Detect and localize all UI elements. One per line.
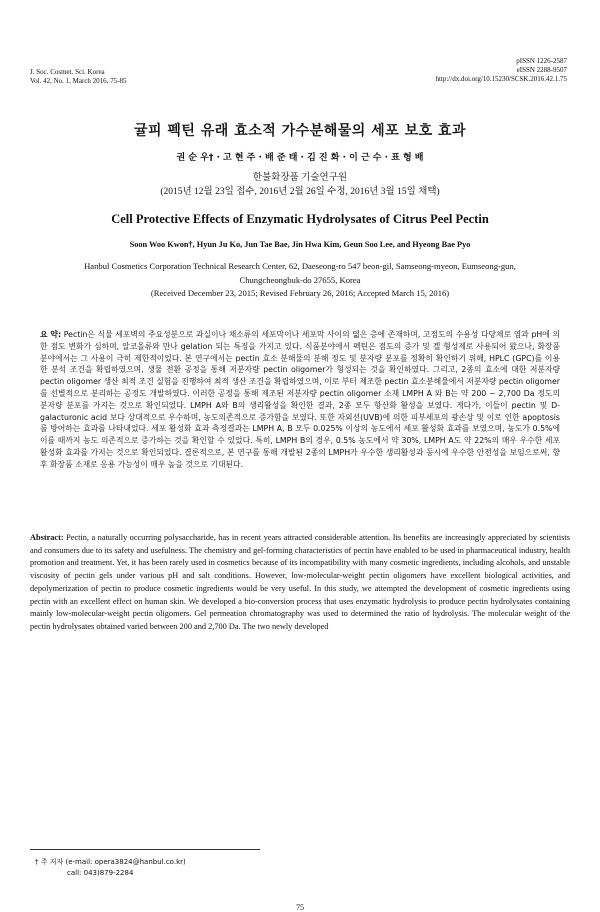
korean-title: 귤피 펙틴 유래 효소적 가수분해물의 세포 보호 효과 (133, 123, 467, 139)
footnote-divider (30, 849, 260, 850)
korean-abstract-text: Pectin은 식물 세포벽의 주요성분으로 과실이나 채소류의 세포막이나 세포막 사이의 엷은 층에 존재하며, 고점도의 수용성 다당체로 염과 pH에 의한 점도 변화가 심하며, 알코올류와 만나 gelation 되는 특징을 가지고 있다. 식품분야에서 펙틴은 점도의 증가 및 겔 형성제로 사용되어 왔으나, 화장품 분야에서는 그 사용이 극히 제한적이었다. 본 연구에서는 pectin 효소 분해물의 분해 정도 및 분자량 분포를 정확히 확인하기 위해, HPLC (GPC)를 이용한 분석 조건을 확립하였으며, 생물 전환 공정을 통해 저분자량 pectin oligomer가 형성되는 것을 확인하였다. 그리고, 2종의 효소에 대한 저분자량 pectin oligomer 생산 최적 조건 실험을 진행하여 최적 생산 조건을 확립하였으며, 이로 부터 제조한 pectin 효소분해물에서 저분자량 pectin oligomer를 선별적으로 분리하는 공정도 개발하였다. 이러한 공정을 통해 제조된 저분자량 pectin oligomer 소재 LMPH A 와 B는 약 200 ~ 2,700 Da 정도의 분자량 분포를 가지는 것으로 확인되었다. LMPH A와 B의 생리활성을 확인한 결과, 2종 모두 항산화 활성을 보였다. 게다가, 이들이 pectin 및 D-galacturonic acid 보다 상대적으로 우수하며, 농도의존적으로 증가함을 보였다. 또한 자외선(UVB)에 의한 피부세포의 광손상 및 이로 인한 apoptosis를 방어하는 효과를 나타내었다. 세포 활성화 효과 측정결과는 LMPH A, B 모두 0.025% 이상의 농도에서 세포 활성화 효과를 보였으며, 농도가 0.5%에 이를 때까지 농도 의존적으로 증가하는 것을 확인할 수 있었다. 특히, LMPH B의 경우, 0.5% 농도에서 약 30%, LMPH A도 약 22%의 매우 우수한 세포 활성화 효과를 가지는 것으로 확인되었다. 결론적으로, 본 연구를 통해 개발된 2종의 LMPH가 우수한 생리활성과 동시에 우수한 안전성을 보임으로써, 향후 화장품 소재로 응용 가능성이 매우 높을 것으로 기대된다. (40, 330, 560, 469)
korean-affiliation-block (0, 171, 600, 199)
journal-name: J. Soc. Cosmet. Sci. Korea (30, 68, 105, 76)
korean-abstract-label: 요 약: (40, 330, 62, 339)
journal-volume: Vol. 42, No. 1, March 2016, 75-85 (30, 77, 127, 85)
english-affiliation-line2: Chungcheongbuk-do 27655, Korea (239, 274, 361, 285)
journal-citation (30, 68, 127, 86)
korean-abstract (40, 329, 560, 471)
english-abstract-label: Abstract: (30, 533, 64, 542)
english-dates: (Received December 23, 2015; Revised February 26, 2016; Accepted March 15, 2016) (150, 288, 450, 298)
english-affiliation-line1: Hanbul Cosmetics Corporation Technical Research Center, 62, Daeseong-ro 547 beon-gil, Samseong-myeon, Eumseong-gun, (84, 261, 516, 271)
footnote (35, 857, 186, 879)
journal-identifiers (435, 57, 567, 84)
korean-dates: (2015년 12월 23일 접수, 2016년 2월 26일 수정, 2016년 3월 15일 채택) (160, 187, 440, 197)
doi-link[interactable]: http://dx.doi.org/10.15230/SCSK.2016.42.1.75 (435, 75, 567, 83)
english-authors: Soon Woo Kwon†, Hyun Ju Ko, Jun Tae Bae, Jin Hwa Kim, Geun Soo Lee, and Hyeong Bae Pyo (129, 240, 471, 249)
english-affiliation-block (30, 260, 570, 301)
page-number: 75 (296, 903, 304, 912)
korean-authors: 권 순 우† · 고 현 주 · 배 준 태 · 김 진 화 · 이 근 수 · 표 형 배 (176, 153, 424, 163)
english-abstract (30, 532, 570, 634)
eissn: eISSN 2288-9507 (516, 66, 567, 74)
footnote-phone: call: 043)879-2284 (67, 869, 134, 877)
english-title: Cell Protective Effects of Enzymatic Hydrolysates of Citrus Peel Pectin (111, 212, 489, 226)
footnote-email: † 주 저자 (e-mail: opera3824@hanbul.co.kr) (35, 858, 186, 866)
pissn: pISSN 1226-2587 (516, 57, 567, 65)
english-abstract-text: Pectin, a naturally occurring polysaccharide, has in recent years attracted considerable attention. Its benefits are increasingly appreciated by scientists and consumers due to its safety and usefulness. The chemistry and gel-forming characteristics of pectin have enabled to be used in pharmaceutical industry, health promotion and treatment. Yet, it has been rarely used in cosmetics because of its incompatibility with many cosmetic ingredients, including alcohols, and unstable viscosity of pectin gels under various pH and salt conditions. However, low-molecular-weight pectin oligomers have excellent biological activities, and depolymerization of pectin to produce cosmetic ingredients would be very useful. In this study, we attempted the development of cosmetic ingredients using pectin with an excellent effect on human skin. We developed a bio-conversion process that uses enzymatic hydrolysis to produce pectin hydrolysates containing mainly low-molecular-weight pectin oligomers. Gel permeation chromatography was used to determined the ratio of hydrolysis. The molecular weight of the pectin hydrolysates obtained varied between 200 and 2,700 Da. The two newly developed (30, 533, 570, 631)
korean-affiliation: 한불화장품 기술연구원 (252, 173, 348, 183)
